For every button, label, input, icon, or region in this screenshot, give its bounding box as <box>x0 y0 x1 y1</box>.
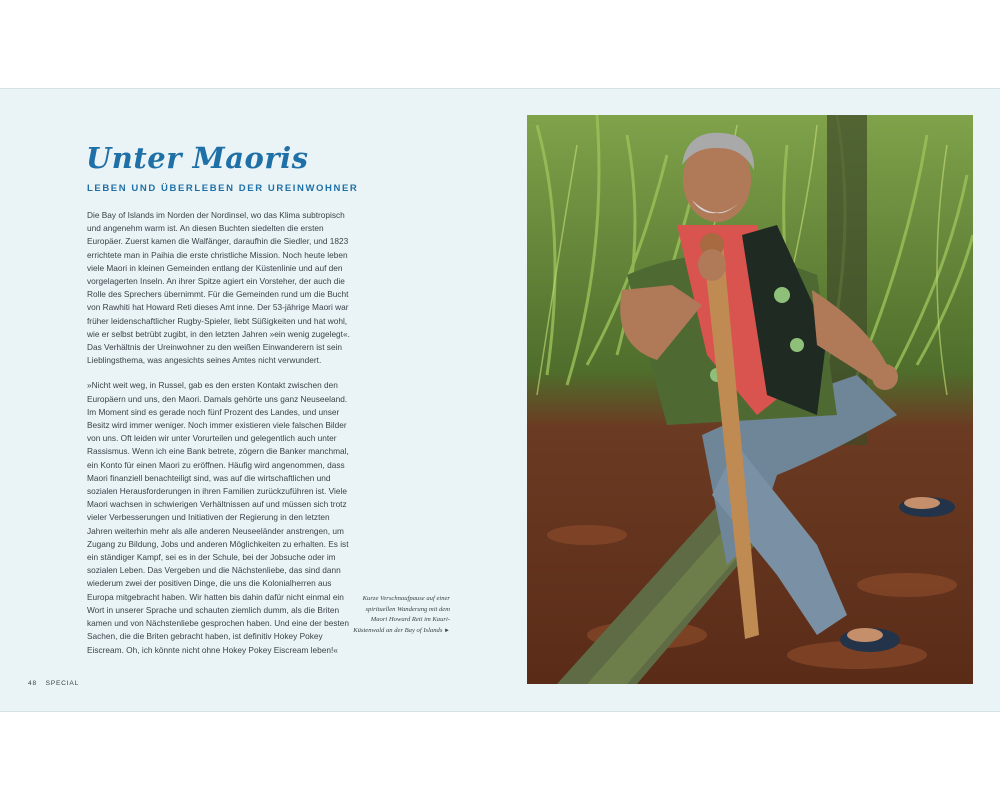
article-title: Unter Maoris <box>86 141 309 175</box>
paragraph-2: »Nicht weit weg, in Russel, gab es den ersten Kontakt zwischen den Europäern und uns, den Maori. Damals gehörte uns ganz Neuseeland. Im Moment sind es gerade noch fünf Prozent des Landes, und unser Besitz wird immer weniger. Noch immer existieren viele falschen Bilder von uns. Oft leiden wir unter Vorurteilen und gelegentlich auch unter Rassismus. Wenn ich eine Bank betrete, zögern die Banker manchmal, ein Konto für einen Maori zu eröffnen. Häufig wird angenommen, dass Maori finanziell benachteiligt sind, was auf die wirtschaftlichen und sozialen Herausforderungen in ihren Familien zurückzuführen ist. Viele Maori wachsen in schwierigen Verhältnissen auf und müssen sich trotz vieler Verbesserungen und Initiativen der Regierung in den letzten Jahren weiterhin mehr als alle anderen Neuseeländer anstrengen, um Zugang zu Bildung, Jobs und anderen Möglichkeiten zu erhalten. Es ist ein ständiger Kampf, sei es in der Schule, bei der Jobsuche oder im sozialen Leben. Das Vergeben und die Nächstenliebe, das sind dann wiederum zwei der positiven Dinge, die uns die Kolonialherren aus Europa mitgebracht haben. Wir hatten bis dahin dafür nicht einmal ein Wort in unserer Sprache und schauten ziemlich dumm, als die Briten kamen und von Nächstenliebe gesprochen haben. Und eine der besten Sachen, die die Briten gebracht haben, ist definitiv Hokey Pokey Eiscream. Oh, ich könnte nicht ohne Hokey Pokey Eiscream leben!« <box>87 380 349 655</box>
caption-arrow-icon: ► <box>444 627 450 634</box>
photo-of-man-with-walking-stick-in-forest-icon <box>527 115 973 684</box>
photo-caption <box>350 594 450 636</box>
page-footer <box>28 680 79 687</box>
page-number: 48 <box>28 680 37 687</box>
magazine-spread <box>0 88 1000 712</box>
article-subtitle: LEBEN UND ÜBERLEBEN DER UREINWOHNER <box>87 183 359 194</box>
article-body <box>87 209 357 669</box>
article-photo <box>527 115 973 684</box>
caption-text: Kurze Verschnaufpause auf einer spirituellen Wanderung mit dem Maori Howard Reti im Kauri-Küstenwald an der Bay of Islands <box>353 595 450 634</box>
paragraph-1: Die Bay of Islands im Norden der Nordinsel, wo das Klima subtropisch und angenehm warm ist. An diesen Buchten siedelten die ersten Europäer. Zuerst kamen die Walfänger, daraufhin die Siedler, und 1823 errichtete man in Paihia die erste christliche Mission. Noch heute leben viele Maori in kleinen Gemeinden entlang der Küstenlinie und auf den vorgelagerten Inseln. An ihrer Spitze agiert ein Vorsteher, der auch die Rolle des Sprechers übernimmt. Für die Gemeinden rund um die Bucht von Rawhiti hat Howard Reti dieses Amt inne. Der 53-jährige Maori war früher leidenschaftlicher Rugby-Spieler, liebt Süßigkeiten und hat wohl, wie er selbst betrübt zugibt, in den letzten Jahren »ein wenig zugelegt«. Das Verhältnis der Ureinwohner zu den weißen Einwanderern ist sein Lieblingsthema, was angesichts seines Amtes nicht verwundert. <box>87 210 350 366</box>
section-label: SPECIAL <box>45 680 80 687</box>
